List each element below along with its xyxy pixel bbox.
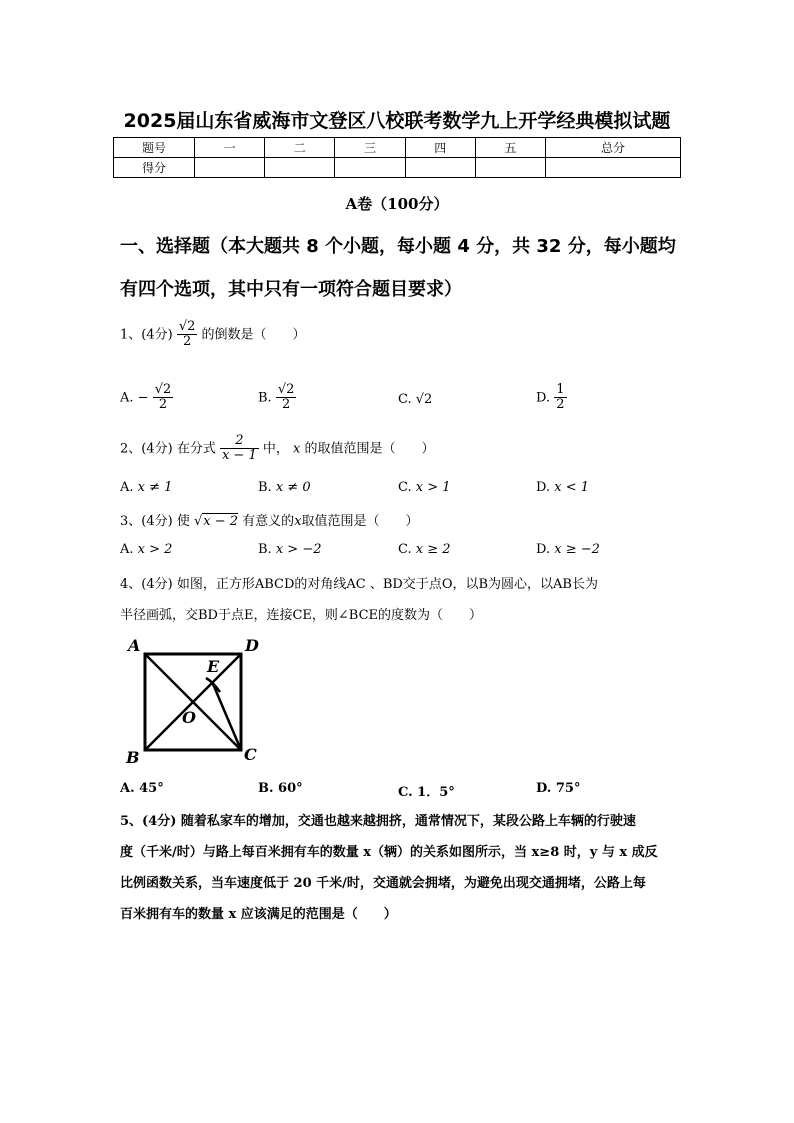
score-table (113, 137, 681, 178)
option-value: x ≥ 2 (415, 542, 451, 557)
q3-option-a[interactable] (120, 542, 172, 557)
question-5-line4: 百米拥有车的数量 x 应该满足的范围是（ ） (120, 907, 397, 922)
option-label: B. (258, 542, 272, 557)
q4-option-c[interactable]: C. 1．5° (398, 785, 455, 800)
segment-ce (213, 684, 241, 750)
option-label: D. (536, 390, 551, 406)
score-table-cell: 四 (405, 138, 475, 158)
q3-option-d[interactable] (536, 542, 600, 557)
label-a: A (128, 636, 141, 655)
score-row-label: 得分 (114, 158, 195, 178)
option-label: A. (120, 542, 134, 557)
part1-heading-line2: 有四个选项，其中只有一项符合题目要求） (120, 279, 462, 300)
option-label: A. (120, 480, 134, 495)
q4-option-d[interactable]: D. 75° (536, 781, 581, 796)
q1-frac-num: √2 (178, 319, 196, 334)
frac-num: 2 (220, 434, 259, 449)
label-b: B (126, 748, 140, 767)
q2-option-b[interactable] (258, 480, 311, 495)
frac-den: x − 1 (221, 448, 257, 464)
q4-option-b[interactable]: B. 60° (258, 781, 303, 796)
minus-sign: − (137, 390, 149, 406)
option-label: C. (398, 542, 412, 557)
q2-suffix: 的取值范围是（ ） (304, 441, 435, 457)
q3-option-b[interactable] (258, 542, 321, 557)
q1-prefix: 1、(4分) (120, 327, 173, 343)
score-table-cell: 五 (475, 138, 545, 158)
q1-b-fraction (276, 383, 297, 413)
option-label: D. (536, 542, 551, 557)
question-1 (120, 320, 306, 350)
q3-prefix: 3、(4分) 使 (120, 514, 190, 529)
q1-option-d[interactable] (536, 383, 567, 413)
frac-num: √2 (154, 382, 172, 397)
q1-option-a[interactable] (120, 383, 173, 413)
option-label: C. (398, 392, 412, 407)
question-4-line2: 半径画弧，交BD于点E，连接CE，则∠BCE的度数为（ ） (120, 608, 483, 623)
score-table-cell: 二 (265, 138, 335, 158)
q3-suffix2: 取值范围是（ ） (301, 514, 419, 529)
score-input-cell[interactable] (335, 158, 405, 178)
part1-heading-line1: 一、选择题（本大题共 8 个小题，每小题 4 分，共 32 分，每小题均 (120, 236, 676, 257)
question-2 (120, 434, 435, 464)
score-table-cell: 题号 (114, 138, 195, 158)
score-table-cell: 总分 (546, 138, 681, 158)
q1-option-b[interactable] (258, 383, 296, 413)
q2-var: x (293, 441, 301, 457)
label-o: O (182, 708, 196, 727)
score-input-cell[interactable] (546, 158, 681, 178)
section-heading: A卷（100分） (345, 195, 449, 213)
question-5-line2: 度（千米/时）与路上每百米拥有车的数量 x（辆）的关系如图所示，当 x≥8 时，y 与 x 成反 (120, 845, 658, 860)
label-d: D (245, 636, 259, 655)
option-value: x ≥ −2 (554, 542, 600, 557)
score-table-score-row (114, 158, 681, 178)
q2-option-a[interactable] (120, 480, 172, 495)
arc-mark (206, 678, 220, 692)
question-5-line1: 5、(4分) 随着私家车的增加，交通也越来越拥挤，通常情况下，某段公路上车辆的行驶速 (120, 814, 636, 829)
frac-den: 2 (281, 397, 291, 413)
option-value: x > −2 (275, 542, 322, 557)
question-5-line3: 比例函数关系，当车速度低于 20 千米/时，交通就会拥堵，为避免出现交通拥堵，公路上每 (120, 876, 646, 891)
q3-option-c[interactable] (398, 542, 451, 557)
square-figure (118, 630, 268, 770)
q4-option-a[interactable]: A. 45° (120, 781, 164, 796)
option-label: C. (398, 480, 412, 495)
q1-d-fraction (554, 383, 566, 413)
q1-a-fraction (153, 383, 174, 413)
frac-num: √2 (277, 382, 295, 397)
q2-option-c[interactable] (398, 480, 451, 495)
score-table-header-row (114, 138, 681, 158)
score-input-cell[interactable] (475, 158, 545, 178)
question-3 (120, 510, 419, 529)
score-table-cell: 三 (335, 138, 405, 158)
option-value: √2 (415, 392, 433, 407)
q1-frac-den: 2 (182, 334, 192, 350)
option-value: x > 1 (415, 480, 451, 495)
radical-sign: √ (193, 514, 203, 529)
score-input-cell[interactable] (405, 158, 475, 178)
label-e: E (207, 657, 220, 676)
option-value: x > 2 (137, 542, 173, 557)
score-table-cell: 一 (195, 138, 265, 158)
q3-suffix: 有意义的 (242, 514, 295, 529)
frac-den: 2 (556, 397, 565, 413)
exam-title: 2025届山东省威海市文登区八校联考数学九上开学经典模拟试题 (123, 110, 671, 132)
option-value: x < 1 (554, 480, 589, 495)
score-input-cell[interactable] (195, 158, 265, 178)
score-input-cell[interactable] (265, 158, 335, 178)
frac-den: 2 (158, 397, 168, 413)
q1-suffix: 的倒数是（ ） (201, 327, 306, 343)
frac-num: 1 (556, 382, 565, 397)
q3-var: x (294, 514, 302, 529)
option-value: x ≠ 0 (275, 480, 311, 495)
q2-option-d[interactable] (536, 480, 589, 495)
q1-option-c[interactable] (398, 392, 432, 407)
label-c: C (244, 745, 257, 764)
option-label: A. (120, 390, 134, 406)
q1-fraction (177, 320, 198, 350)
q3-radicand: x − 2 (203, 514, 239, 529)
option-label: B. (258, 480, 272, 495)
question-4-line1: 4、(4分) 如图，正方形ABCD的对角线AC 、BD交于点O，以B为圆心，以AB长为 (120, 577, 598, 592)
option-value: x ≠ 1 (137, 480, 173, 495)
q2-fraction (220, 434, 259, 464)
option-label: D. (536, 480, 551, 495)
option-label: B. (258, 390, 272, 406)
q2-prefix: 2、(4分) 在分式 (120, 441, 216, 457)
q2-mid: 中， (262, 441, 289, 457)
